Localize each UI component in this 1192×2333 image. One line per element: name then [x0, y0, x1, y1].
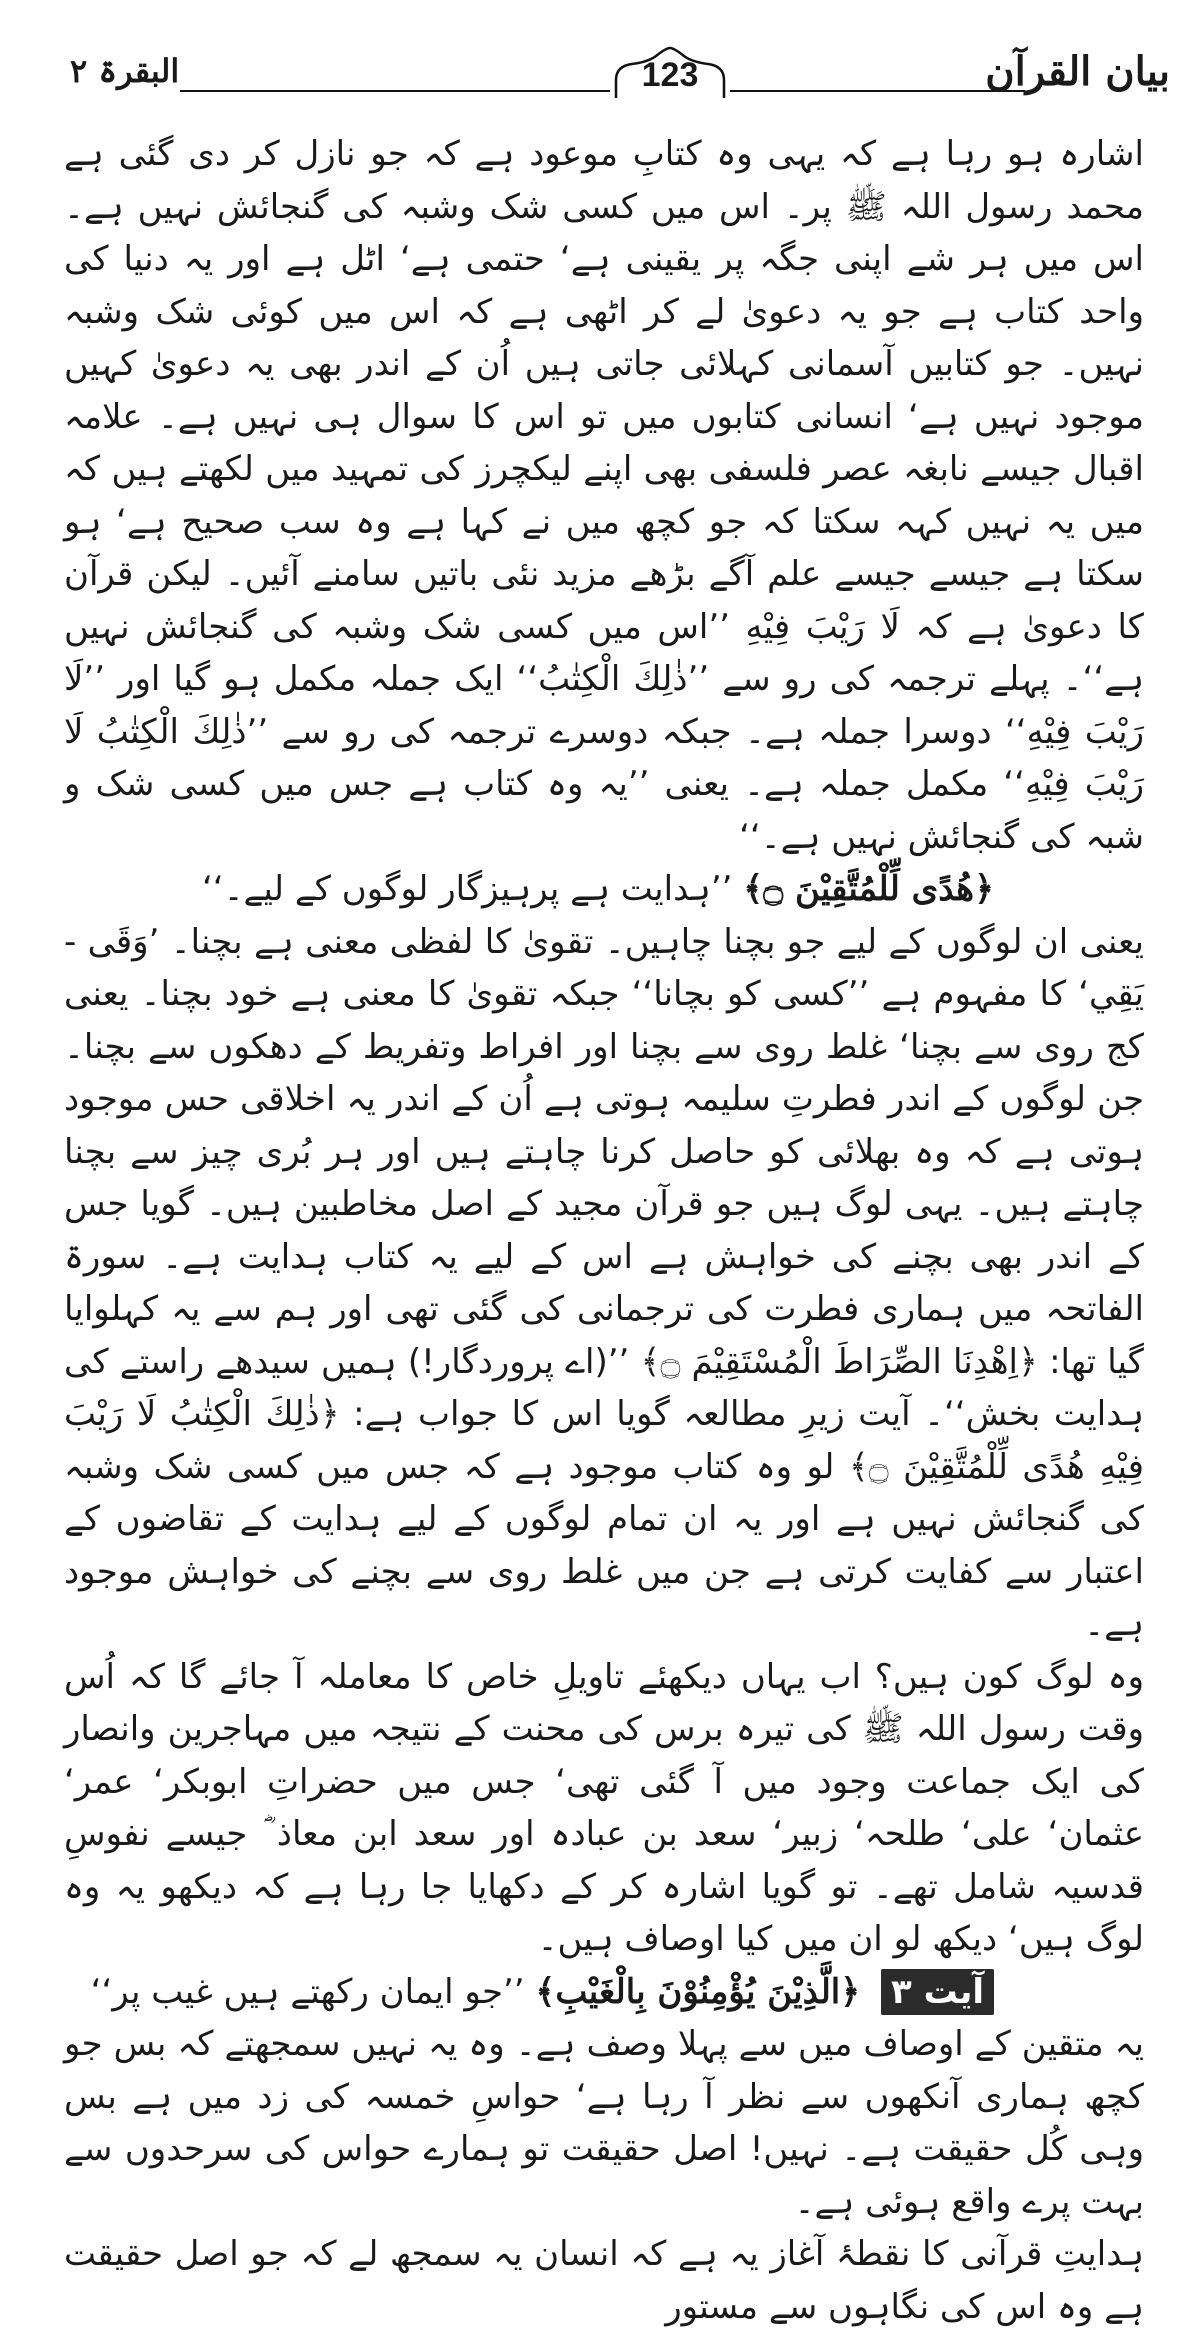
verse-2-translation: ’’ہدایت ہے پرہیزگار لوگوں کے لیے۔‘‘ — [201, 869, 733, 909]
verse-2-line — [64, 863, 1144, 916]
page-number: 123 — [641, 56, 699, 94]
paragraph-3: وہ لوگ کون ہیں؟ اب یہاں دیکھئے تاویلِ خاص کا معاملہ آ جائے گا کہ اُس وقت رسول اللہ ﷺ کی تیرہ برس کی محنت کے نتیجہ میں مہاجرین وانصار کی ایک جماعت وجود میں آ گئی تھی‘ جس میں حضراتِ ابوبکر‘ عمر‘ عثمان‘ علی‘ طلحہ‘ زبیر‘ سعد بن عبادہ اور سعد ابن معاذ ؓ جیسے نفوسِ قدسیہ شامل تھے۔ تو گویا اشارہ کر کے دکھایا جا رہا ہے کہ دیکھو یہ وہ لوگ ہیں‘ دیکھ لو ان میں کیا اوصاف ہیں۔ — [64, 1656, 1144, 1959]
verse-2-arabic: ﴿هُدًى لِّلْمُتَّقِيْنَ ۝﴾ — [743, 869, 994, 909]
verse-3-arabic: ﴿الَّذِيْنَ يُؤْمِنُوْنَ بِالْغَيْبِ﴾ — [535, 1971, 861, 2012]
page-body — [64, 128, 1144, 2333]
running-header — [70, 46, 1170, 110]
header-rule-left — [180, 90, 610, 92]
ayah-number-tag: آیت ۳ — [881, 1969, 994, 2015]
paragraph-2: یعنی ان لوگوں کے لیے جو بچنا چاہیں۔ تقویٰ کا لفظی معنی ہے بچنا۔ ’وَقَى - يَقِي‘ کا مفہوم ہے ’’کسی کو بچانا‘‘ جبکہ تقویٰ کا معنی ہے خود بچنا۔ یعنی کج روی سے بچنا‘ غلط روی سے بچنا اور افراط وتفریط کے دھکوں سے بچنا۔ جن لوگوں کے اندر فطرتِ سلیمہ ہوتی ہے اُن کے اندر یہ اخلاقی حس موجود ہوتی ہے کہ وہ بھلائی کو حاصل کرنا چاہتے ہیں اور ہر بُری چیز سے بچنا چاہتے ہیں۔ یہی لوگ ہیں جو قرآن مجید کے اصل مخاطبین ہیں۔ گویا جس کے اندر بھی بچنے کی خواہش ہے اس کے لیے یہ کتاب ہدایت ہے۔ سورۃ الفاتحہ میں ہماری فطرت کی ترجمانی کی گئی تھی اور ہم سے یہ کہلوایا گیا تھا: ﴿اِهْدِنَا الصِّرَاطَ الْمُسْتَقِيْمَ ۝﴾ ’’(اے پروردگار!) ہمیں سیدھے راستے کی ہدایت بخش‘‘۔ آیت زیرِ مطالعہ گویا اس کا جواب ہے: ﴿ذٰلِكَ الْكِتٰبُ لَا رَيْبَ فِيْهِ هُدًى لِّلْمُتَّقِيْنَ ۝﴾ لو وہ کتاب موجود ہے کہ جس میں کسی شک وشبہ کی گنجائش نہیں ہے اور یہ ان تمام لوگوں کے لیے ہدایت کے تقاضوں کے اعتبار سے کفایت کرتی ہے جن میں غلط روی سے بچنے کی خواہش موجود ہے۔ — [64, 921, 1144, 1644]
verse-3-translation: ’’جو ایمان رکھتے ہیں غیب پر‘‘ — [90, 1971, 525, 2012]
surah-name: البقرۃ ۲ — [70, 52, 180, 90]
paragraph-5: ہدایتِ قرآنی کا نقطۂ آغاز یہ ہے کہ انسان یہ سمجھ لے کہ جو اصل حقیقت ہے وہ اس کی نگاہوں سے مستور — [64, 2234, 1144, 2327]
header-rule-right — [730, 90, 1025, 92]
paragraph-4: یہ متقین کے اوصاف میں سے پہلا وصف ہے۔ وہ یہ نہیں سمجھتے کہ بس جو کچھ ہماری آنکھوں سے نظر آ رہا ہے‘ حواسِ خمسہ کی زد میں ہے بس وہی کُل حقیقت ہے۔ نہیں! اصل حقیقت تو ہمارے حواس کی سرحدوں سے بہت پرے واقع ہوئی ہے۔ — [64, 2024, 1144, 2222]
book-title: بیان القرآن — [985, 48, 1170, 95]
verse-3-line — [64, 1966, 1144, 2019]
page-number-badge — [610, 46, 730, 104]
paragraph-1: اشارہ ہو رہا ہے کہ یہی وہ کتابِ موعود ہے کہ جو نازل کر دی گئی ہے محمد رسول اللہ ﷺ پر۔ اس میں کسی شک وشبہ کی گنجائش نہیں ہے۔ اس میں ہر شے اپنی جگہ پر یقینی ہے‘ حتمی ہے‘ اٹل ہے اور یہ دنیا کی واحد کتاب ہے جو یہ دعویٰ لے کر اٹھی ہے کہ اس میں کوئی شک وشبہ نہیں۔ جو کتابیں آسمانی کہلائی جاتی ہیں اُن کے اندر بھی یہ دعویٰ کہیں موجود نہیں ہے‘ انسانی کتابوں میں تو اس کا سوال ہی نہیں ہے۔ علامہ اقبال جیسے نابغہ عصر فلسفی بھی اپنے لیکچرز کی تمہید میں لکھتے ہیں کہ میں یہ نہیں کہہ سکتا کہ جو کچھ میں نے کہا ہے وہ سب صحیح ہے‘ ہو سکتا ہے جیسے جیسے علم آگے بڑھے مزید نئی باتیں سامنے آئیں۔ لیکن قرآن کا دعویٰ ہے کہ لَا رَيْبَ فِيْهِ ’’اس میں کسی شک وشبہ کی گنجائش نہیں ہے‘‘۔ پہلے ترجمہ کی رو سے ’’ذٰلِكَ الْكِتٰبُ‘‘ ایک جملہ مکمل ہو گیا اور ’’لَا رَيْبَ فِيْهِ‘‘ دوسرا جملہ ہے۔ جبکہ دوسرے ترجمہ کی رو سے ’’ذٰلِكَ الْكِتٰبُ لَا رَيْبَ فِيْهِ‘‘ مکمل جملہ ہے۔ یعنی ’’یہ وہ کتاب ہے جس میں کسی شک و شبہ کی گنجائش نہیں ہے۔‘‘ — [64, 134, 1144, 857]
